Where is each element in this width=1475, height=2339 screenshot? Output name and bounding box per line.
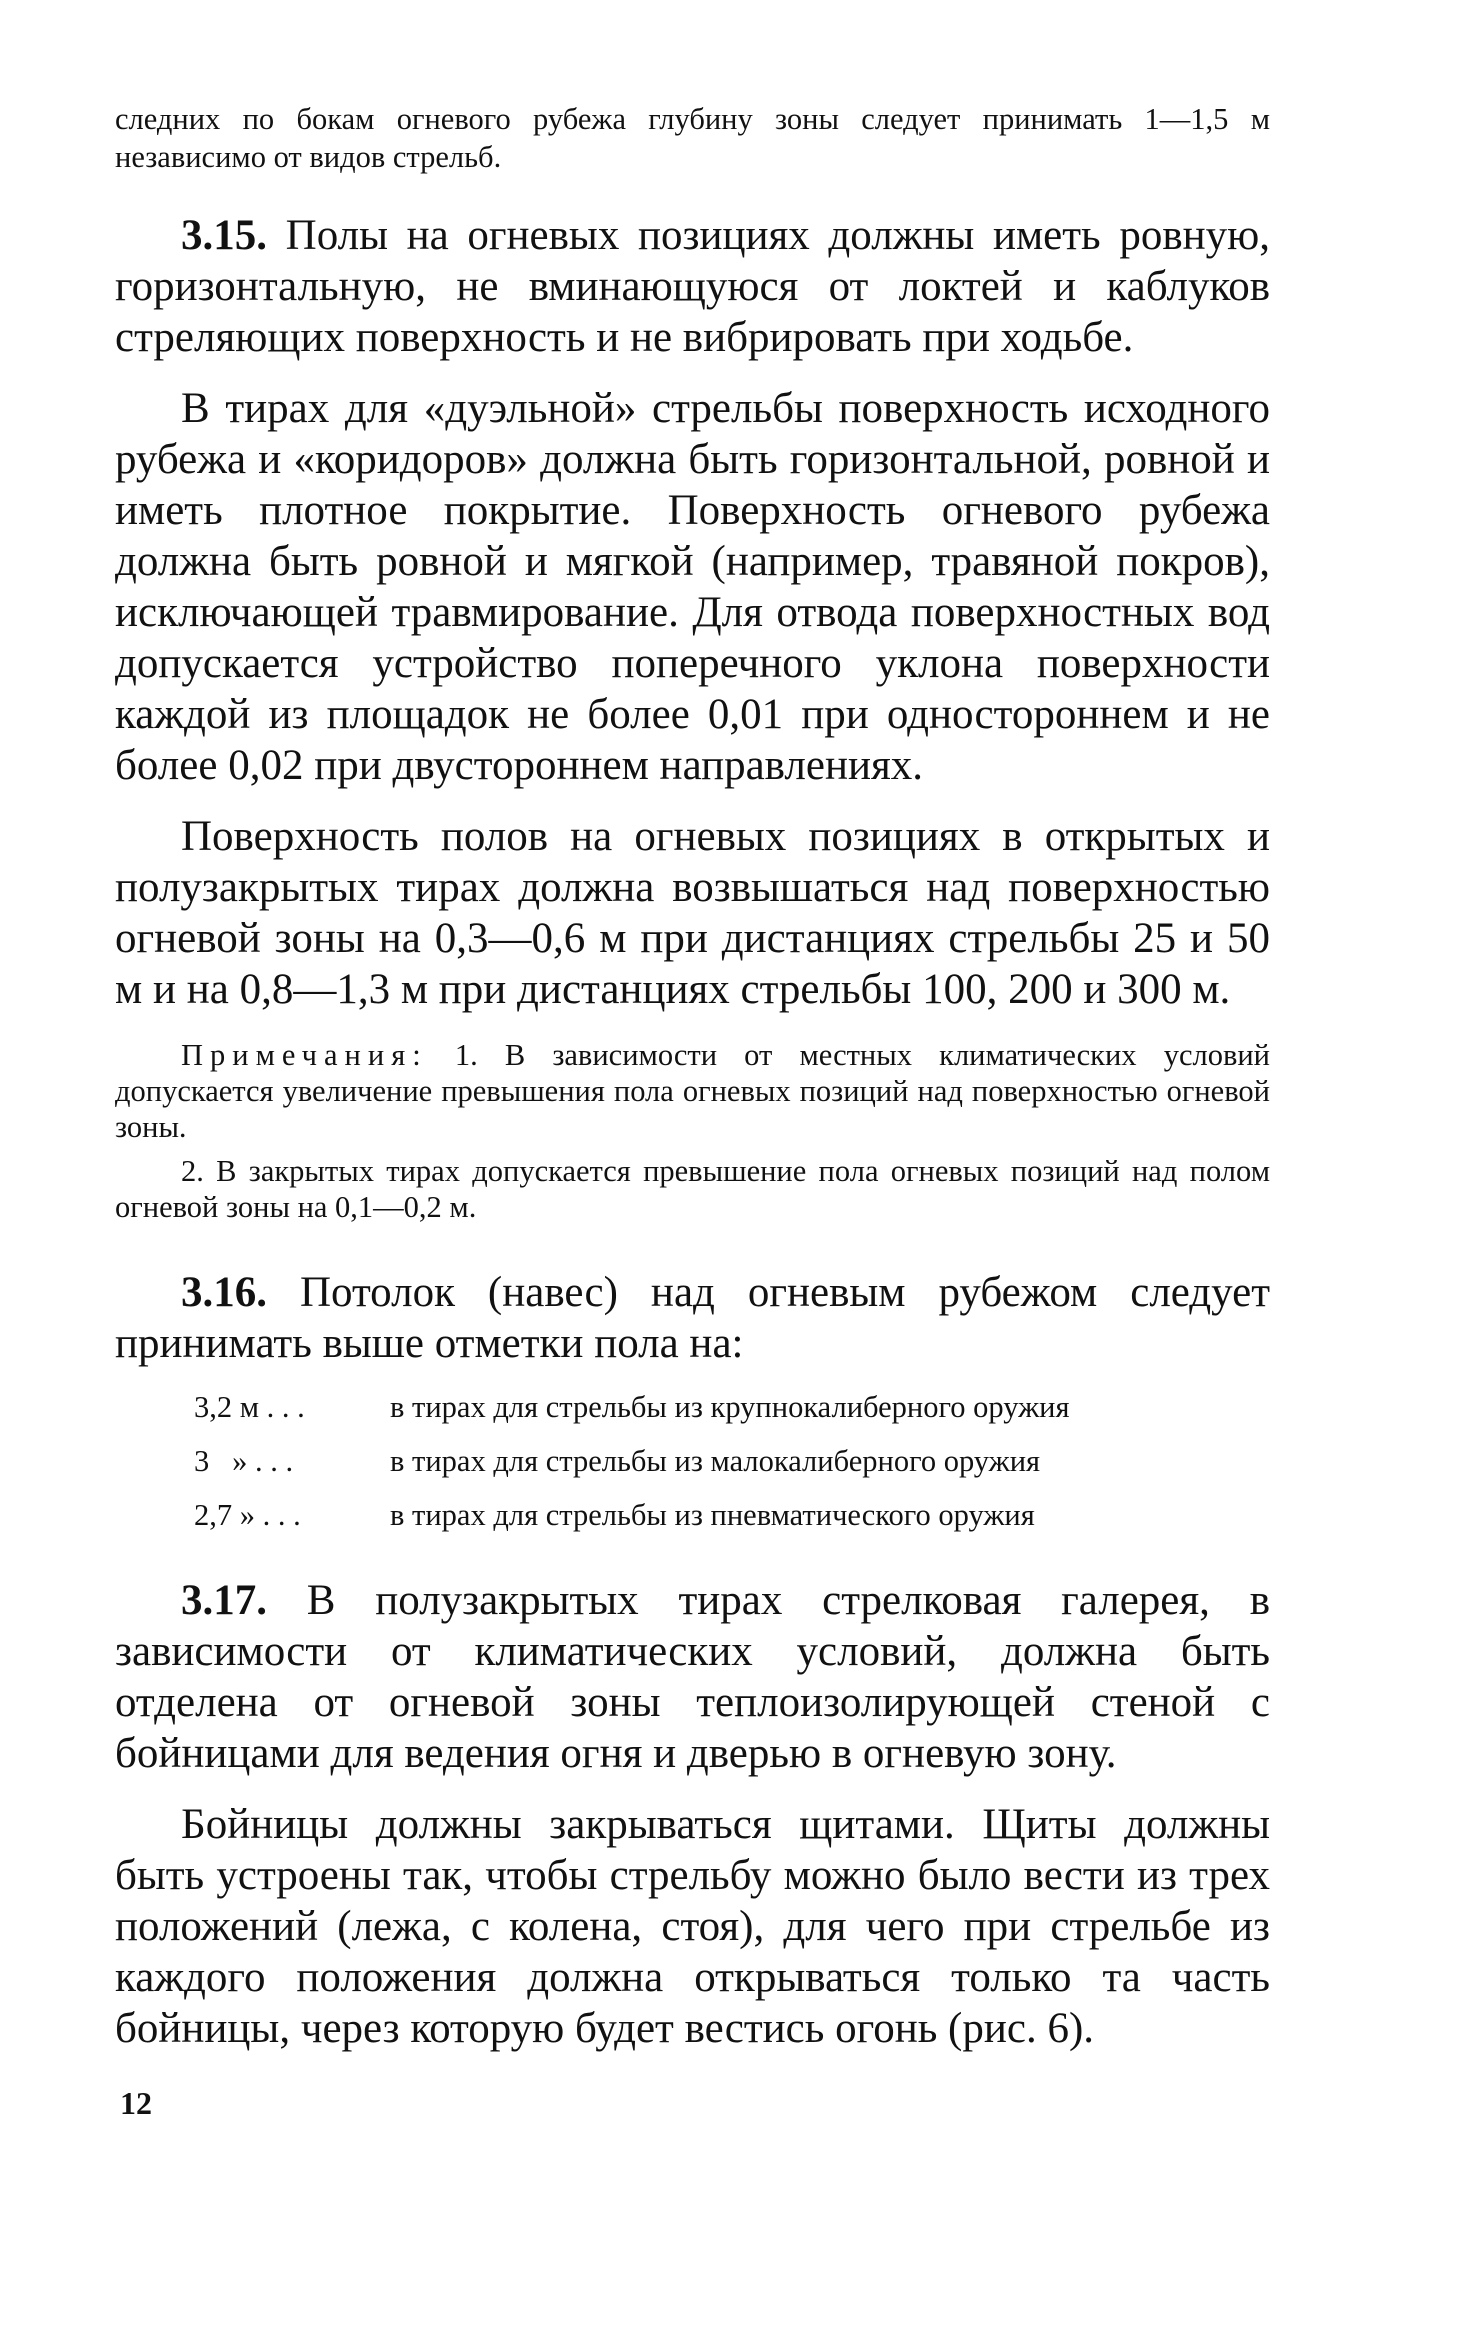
section-text: В полузакрытых тирах стрелковая галерея, в зависимости от климатических условий, должна быть отделена от огневой зоны теплоизолирующей стеной с бойницами для ведения огня и дверью в огневую зону.: [115, 1577, 1270, 1777]
section-text: Потолок (навес) над огневым рубежом следует принимать выше отметки пола на:: [115, 1269, 1270, 1367]
note-2: 2. В закрытых тирах допускается превышение пола огневых позиций над полом огневой зоны на 0,1—0,2 м.: [115, 1154, 1270, 1224]
section-3-16-paragraph-1: [115, 1267, 1270, 1369]
section-3-15-paragraph-2: В тирах для «дуэльной» стрельбы поверхность исходного рубежа и «коридоров» должна быть горизонтальной, ровной и иметь плотное покрытие. Поверхность огневого рубежа должна быть ровной и мягкой (например, травяной покров), исключающей травмирование. Для отвода поверхностных вод допускается устройство поперечного уклона поверхности каждой из площадок не более 0,01 при одностороннем и не более 0,02 при двустороннем направлениях.: [115, 385, 1270, 789]
height-description: в тирах для стрельбы из малокалиберного оружия: [390, 1444, 1041, 1478]
height-description: в тирах для стрельбы из пневматического оружия: [390, 1498, 1035, 1532]
page-content: [115, 100, 1270, 2054]
height-value: 3 » . . .: [194, 1444, 294, 1478]
list-item: [115, 1443, 1270, 1479]
height-description: в тирах для стрельбы из крупнокалиберного оружия: [390, 1390, 1070, 1424]
section-number: 3.17.: [181, 1577, 267, 1624]
section-text: Полы на огневых позициях должны иметь ровную, горизонтальную, не вминающуюся от локтей и каблуков стреляющих поверхность и не вибрировать при ходьбе.: [115, 212, 1271, 361]
page-number: 12: [120, 2085, 152, 2121]
section-3-17-paragraph-2: Бойницы должны закрываться щитами. Щиты должны быть устроены так, чтобы стрельбу можно было вести из трех положений (лежа, с колена, стоя), для чего при стрельбе из каждого положения должна открываться только та часть бойницы, через которую будет вестись огонь (рис. 6).: [115, 1801, 1270, 2052]
list-item: [115, 1389, 1270, 1425]
section-number: 3.15.: [181, 212, 267, 259]
ceiling-heights-list: [115, 1389, 1270, 1533]
section-3-17-paragraph-1: [115, 1575, 1270, 1779]
list-item: [115, 1497, 1270, 1533]
section-3-15-paragraph-3: Поверхность полов на огневых позициях в открытых и полузакрытых тирах должна возвышаться над поверхностью огневой зоны на 0,3—0,6 м при дистанциях стрельбы 25 и 50 м и на 0,8—1,3 м при дистанциях стрельбы 100, 200 и 300 м.: [115, 813, 1270, 1013]
note-1-text: 1. В зависимости от местных климатических условий допускается увеличение превышения пола огневых позиций над поверхностью огневой зоны.: [115, 1038, 1270, 1144]
section-number: 3.16.: [181, 1269, 267, 1316]
section-3-15-paragraph-1: [115, 210, 1270, 363]
height-value: 3,2 м . . .: [194, 1390, 305, 1424]
intro-paragraph: следних по бокам огневого рубежа глубину зоны следует принимать 1—1,5 м независимо от видов стрельб.: [115, 102, 1270, 174]
height-value: 2,7 » . . .: [194, 1498, 301, 1532]
notes-label: Примечания:: [181, 1038, 428, 1072]
note-1: [115, 1037, 1270, 1145]
